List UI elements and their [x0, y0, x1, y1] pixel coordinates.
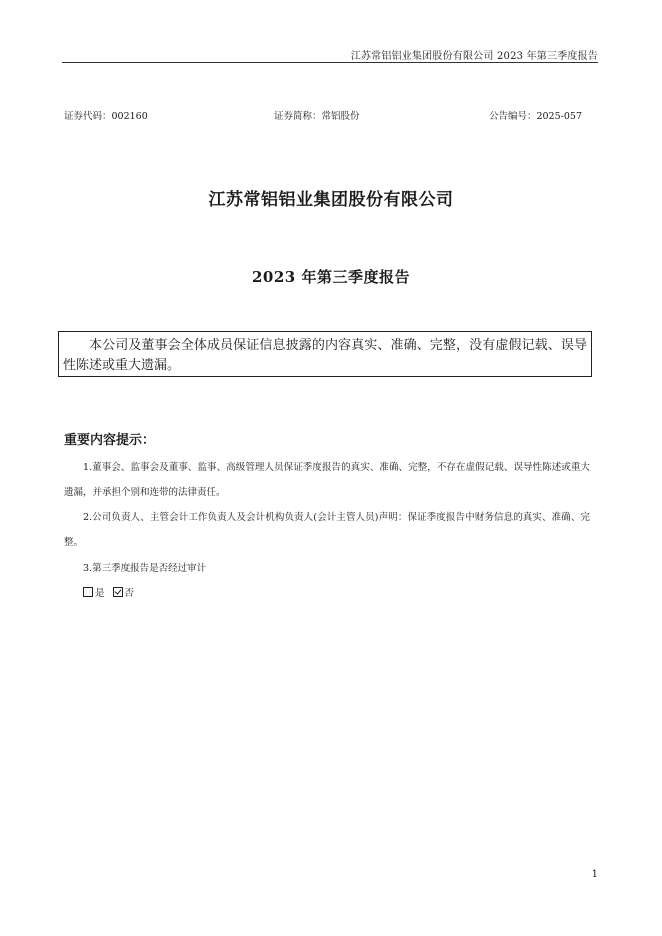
company-title: 江苏常铝铝业集团股份有限公司	[208, 190, 454, 210]
disclosure-statement: 本公司及董事会全体成员保证信息披露的内容真实、准确、完整，没有虚假记载、误导性陈述或重大遗漏。	[58, 331, 592, 377]
report-title: 2023 年第三季度报告	[252, 268, 410, 286]
important-notice-title: 重要内容提示：	[64, 433, 156, 448]
audit-yes-label: 是	[95, 588, 105, 599]
notice-item-3: 3.第三季度报告是否经过审计	[83, 563, 207, 574]
header-divider	[62, 62, 598, 63]
running-header: 江苏常铝铝业集团股份有限公司 2023 年第三季度报告	[350, 51, 598, 62]
audit-yes-checkbox	[83, 587, 93, 597]
stock-code: 证券代码：002160	[64, 111, 148, 122]
stock-abbreviation: 证券简称：常铝股份	[274, 111, 360, 122]
audit-options	[64, 581, 590, 606]
audit-no-label: 否	[124, 588, 135, 599]
page-number: 1	[591, 869, 598, 880]
notice-item-2: 2.公司负责人、主管会计工作负责人及会计机构负责人(会计主管人员)声明：保证季度报告中财务信息的真实、准确、完整。	[64, 512, 590, 548]
document-meta-row	[64, 108, 582, 122]
audit-no-checkbox	[113, 587, 123, 597]
announcement-number: 公告编号：2025-057	[488, 111, 582, 122]
notice-item-1: 1.董事会、监事会及董事、监事、高级管理人员保证季度报告的真实、准确、完整，不存在虚假记载、误导性陈述或重大遗漏，并承担个别和连带的法律责任。	[64, 462, 590, 498]
